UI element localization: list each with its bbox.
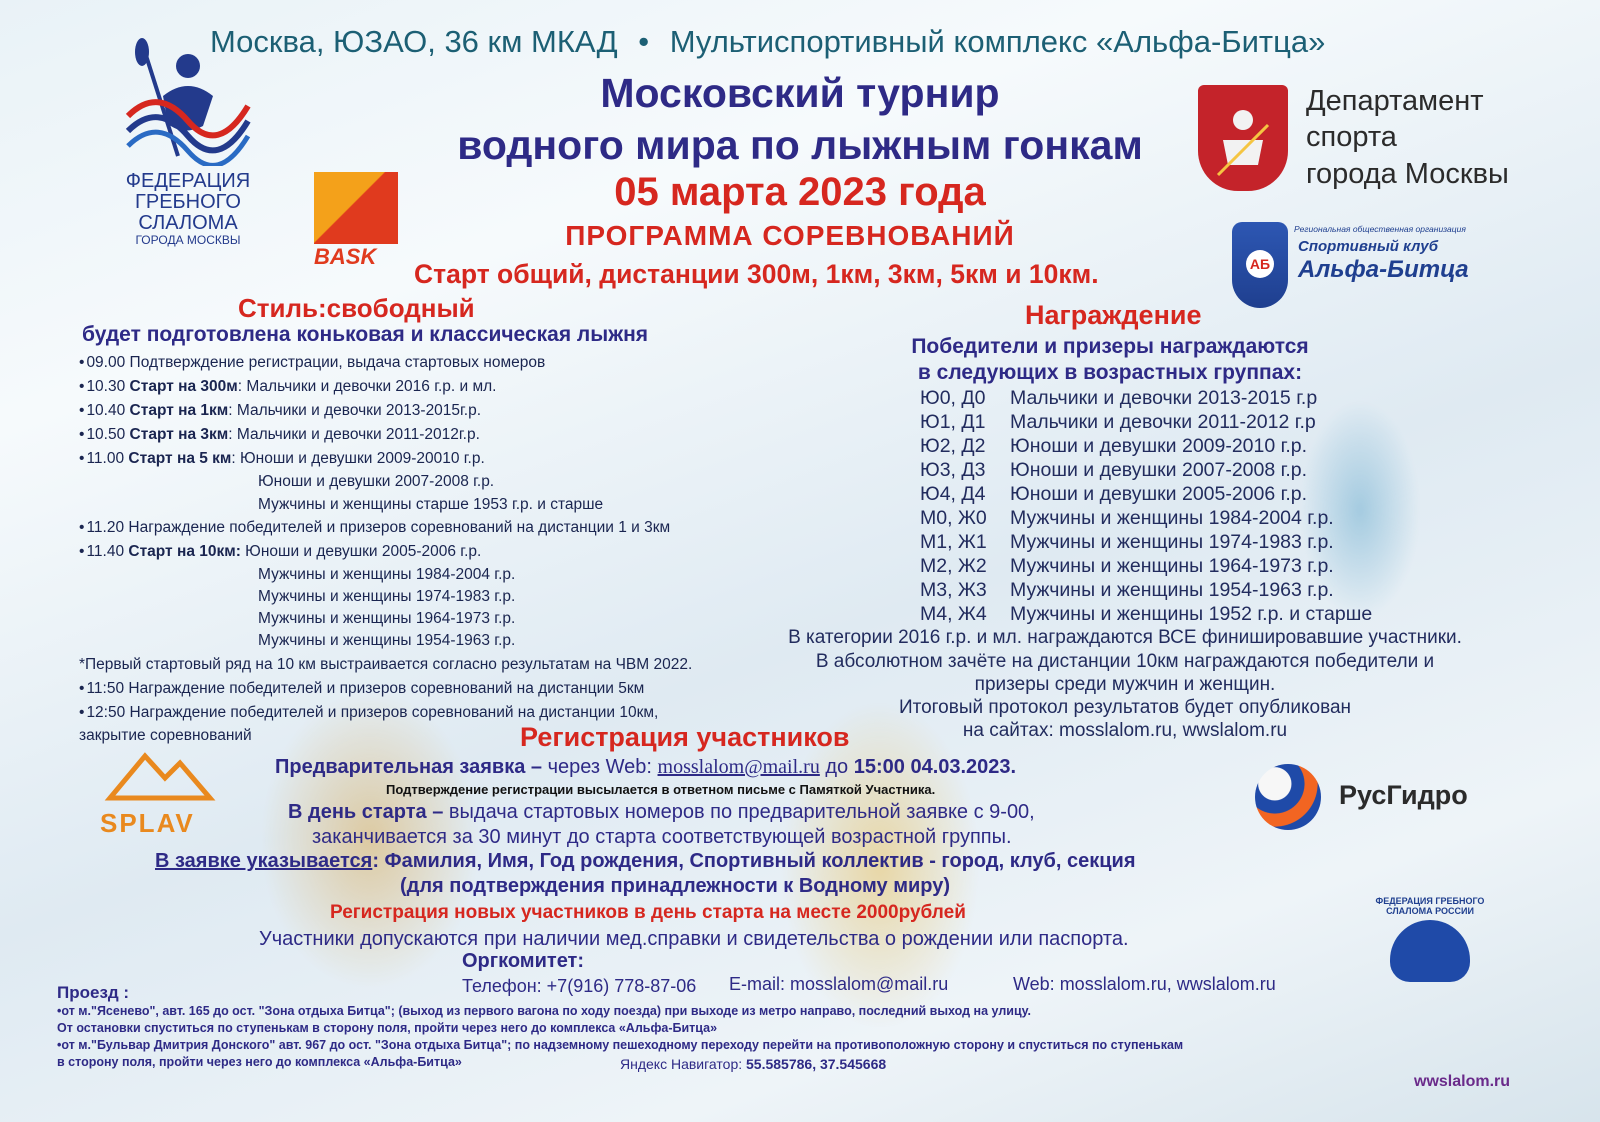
schedule-note: *Первый стартовый ряд на 10 км выстраивается согласно результатам на ЧВМ 2022. — [79, 656, 693, 673]
department-line-2: спорта — [1306, 121, 1397, 154]
schedule-row: • 10.40 Старт на 1км: Мальчики и девочки 2013-2015г.р. — [79, 402, 481, 420]
registration-title: Регистрация участников — [520, 722, 850, 752]
schedule-row: • 11.20 Награждение победителей и призеров соревнований на дистанции 1 и 3км — [79, 519, 670, 537]
age-group-row: М1, Ж1 Мужчины и женщины 1974-1983 г.р. — [920, 531, 1334, 553]
rushydro-wordmark: РусГидро — [1339, 780, 1468, 810]
rushydro-emblem-icon — [1255, 764, 1321, 830]
title-line-2: водного мира по лыжным гонкам — [457, 122, 1143, 168]
application-requirements: В заявке указывается: Фамилия, Имя, Год рождения, Спортивный коллектив - город, клуб, секция — [155, 850, 1136, 872]
schedule-row: • 11.00 Старт на 5 км: Юноши и девушки 2009-20010 г.р. — [79, 450, 485, 468]
awards-sub-2: в следующих в возрастных группах: — [917, 361, 1303, 384]
schedule-row: Мужчины и женщины 1974-1983 г.р. — [258, 588, 516, 605]
schedule-row: Мужчины и женщины 1954-1963 г.р. — [258, 632, 516, 649]
location-line — [210, 24, 1325, 60]
directions-title: Проезд : — [57, 983, 130, 1002]
shield-icon: АБ — [1232, 222, 1288, 308]
directions-line-2: От остановки спуститься по ступенькам в сторону поля, пройти через него до комплекса «Альфа-Битца» — [57, 1021, 718, 1035]
federation-line-3: СЛАЛОМА — [138, 212, 238, 234]
age-group-row: Ю2, Д2 Юноши и девушки 2009-2010 г.р. — [920, 435, 1308, 457]
splav-logo — [100, 748, 220, 838]
preliminary-label: Предварительная заявка – — [275, 756, 543, 778]
schedule-row: • 09.00 Подтверждение регистрации, выдача стартовых номеров — [79, 354, 545, 372]
application-requirements-2: (для подтверждения принадлежности к Водному миру) — [400, 875, 951, 897]
organizing-committee-title: Оргкомитет: — [462, 950, 585, 972]
awards-title: Награждение — [1025, 300, 1202, 330]
event-date: 05 марта 2023 года — [614, 170, 986, 214]
start-info: Старт общий, дистанции 300м, 1км, 3км, 5км и 10км. — [414, 259, 1099, 289]
schedule-row: Юноши и девушки 2007-2008 г.р. — [258, 473, 495, 490]
age-group-row: Ю4, Д4 Юноши и девушки 2005-2006 г.р. — [920, 483, 1308, 505]
schedule-row: • 12:50 Награждение победителей и призеров соревнований на дистанции 10км, — [79, 704, 658, 722]
age-group-row: Ю3, Д3 Юноши и девушки 2007-2008 г.р. — [920, 459, 1308, 481]
contact-web: Web: mosslalom.ru, wwslalom.ru — [1013, 974, 1276, 994]
kayak-icon — [1390, 920, 1470, 982]
federation-russia-logo — [1360, 890, 1500, 1000]
registration-email-link[interactable]: mosslalom@mail.ru — [657, 756, 820, 778]
schedule-row: Мужчины и женщины 1984-2004 г.р. — [258, 566, 516, 583]
directions-line-1: •от м."Ясенево", авт. 165 до ост. "Зона отдыха Битца"; (выход из первого вагона по ходу поезда) при выходе из метро направо, последний выход на улицу. — [57, 1004, 1031, 1018]
schedule-row: • 11.40 Старт на 10км: Юноши и девушки 2005-2006 г.р. — [79, 543, 481, 561]
race-day-registration-2: заканчивается за 30 минут до старта соответствующей возрастной группы. — [312, 826, 1012, 848]
age-group-row: Ю0, Д0 Мальчики и девочки 2013-2015 г.р — [920, 387, 1318, 409]
alfa-bitsa-logo — [1232, 222, 1472, 312]
federation-russia-text: ФЕДЕРАЦИЯ ГРЕБНОГО СЛАЛОМА РОССИИ — [1375, 896, 1485, 916]
style-subtitle: будет подготовлена коньковая и классическая лыжня — [82, 323, 649, 346]
age-group-row: М4, Ж4 Мужчины и женщины 1952 г.р. и старше — [920, 603, 1373, 625]
federation-line-4: ГОРОДА МОСКВЫ — [135, 233, 241, 247]
preliminary-registration: Предварительная заявка – через Web: mosslalom@mail.ru до 15:00 04.03.2023. — [275, 756, 1017, 778]
awards-note-3: призеры среди мужчин и женщин. — [974, 674, 1276, 695]
location-left: Москва, ЮЗАО, 36 км МКАД — [210, 24, 618, 59]
awards-note-1: В категории 2016 г.р. и мл. награждаются ВСЕ финишировавшие участники. — [788, 627, 1462, 648]
confirmation-note: Подтверждение регистрации высылается в ответном письме с Памяткой Участника. — [386, 782, 936, 797]
federation-logo — [118, 36, 258, 246]
awards-note-5: на сайтах: mosslalom.ru, wwslalom.ru — [962, 720, 1288, 741]
department-name — [1306, 83, 1509, 192]
bask-wordmark: BASK — [314, 244, 377, 269]
title-line-1: Московский турнир — [600, 70, 1000, 116]
schedule-row: • 11:50 Награждение победителей и призеров соревнований на дистанции 5км — [79, 680, 644, 698]
age-group-row: М3, Ж3 Мужчины и женщины 1954-1963 г.р. — [920, 579, 1334, 601]
kayak-icon — [118, 36, 258, 166]
federation-line-2: ГРЕБНОГО — [135, 191, 241, 213]
awards-sub-1: Победители и призеры награждаются — [911, 335, 1309, 358]
directions-line-4: в сторону поля, пройти через него до комплекса «Альфа-Битца» — [57, 1055, 462, 1069]
awards-note-4: Итоговый протокол результатов будет опубликован — [898, 697, 1352, 718]
schedule-row: Мужчины и женщины 1964-1973 г.р. — [258, 610, 516, 627]
club-line-2: Альфа-Битца — [1298, 256, 1469, 283]
splav-wordmark: SPLAV — [100, 808, 195, 838]
location-right: Мультиспортивный комплекс «Альфа-Битца» — [669, 24, 1326, 59]
bullet-separator: • — [638, 24, 650, 59]
bask-logo — [314, 172, 398, 270]
schedule-row: Мужчины и женщины старше 1953 г.р. и старше — [258, 496, 604, 513]
splav-mountain-icon — [100, 748, 220, 803]
race-day-registration: В день старта – выдача стартовых номеров по предварительной заявке с 9-00, — [288, 801, 1035, 823]
age-group-row: М0, Ж0 Мужчины и женщины 1984-2004 г.р. — [920, 507, 1334, 529]
awards-note-2: В абсолютном зачёте на дистанции 10км награждаются победители и — [815, 651, 1435, 672]
age-group-row: М2, Ж2 Мужчины и женщины 1964-1973 г.р. — [920, 555, 1334, 577]
federation-line-1: ФЕДЕРАЦИЯ — [125, 170, 251, 192]
registration-fee: Регистрация новых участников в день старта на месте 2000рублей — [330, 902, 966, 923]
program-heading: ПРОГРАММА СОРЕВНОВАНИЙ — [565, 220, 1015, 251]
age-group-row: Ю1, Д1 Мальчики и девочки 2011-2012 г.р — [920, 411, 1316, 433]
navigator-coordinates: Яндекс Навигатор: 55.585786, 37.545668 — [620, 1056, 887, 1072]
bask-emblem-icon — [314, 172, 398, 244]
schedule-row: закрытие соревнований — [79, 727, 252, 744]
schedule-row: • 10.50 Старт на 3км: Мальчики и девочки 2011-2012г.р. — [79, 426, 480, 444]
directions-line-3: •от м."Бульвар Дмитрия Донского" авт. 967 до ост. "Зона отдыха Битца"; по надземному пешеходному переходу перейти на противоположную сторону и спуститься по ступенькам — [57, 1038, 1184, 1052]
contact-email: E-mail: mosslalom@mail.ru — [729, 974, 949, 994]
club-line-1: Спортивный клуб — [1298, 238, 1439, 255]
site-url[interactable]: wwslalom.ru — [1414, 1073, 1511, 1090]
schedule-row: • 10.30 Старт на 300м: Мальчики и девочки 2016 г.р. и мл. — [79, 378, 496, 396]
department-line-3: города Москвы — [1306, 157, 1509, 190]
department-line-1: Департамент — [1306, 85, 1484, 117]
club-org-type: Региональная общественная организация — [1294, 224, 1466, 234]
registration-deadline: 15:00 04.03.2023. — [853, 756, 1017, 778]
moscow-coat-of-arms-icon — [1198, 85, 1288, 191]
admission-requirements: Участники допускаются при наличии мед.справки и свидетельства о рождении или паспорта. — [259, 928, 1129, 950]
style-title: Стиль:свободный — [238, 293, 475, 323]
contact-phone: Телефон: +7(916) 778-87-06 — [462, 976, 697, 996]
